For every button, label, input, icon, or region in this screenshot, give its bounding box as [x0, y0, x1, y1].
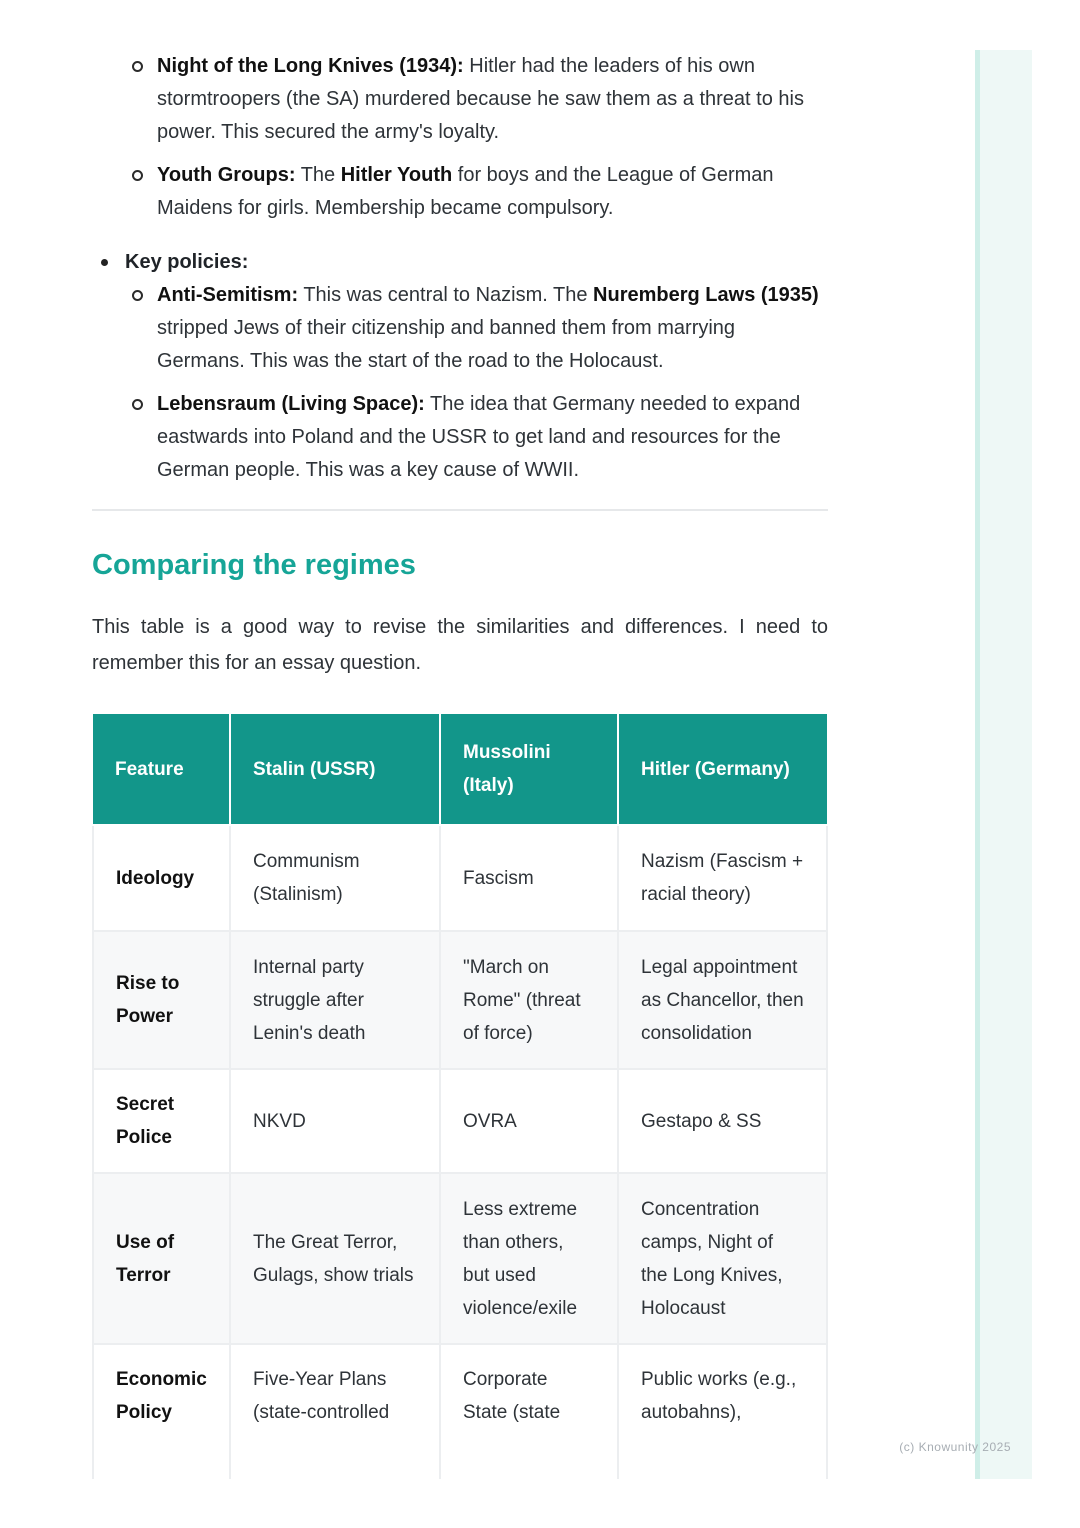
table-cell: Internal party struggle after Lenin's death: [230, 931, 440, 1069]
term: Lebensraum (Living Space):: [157, 393, 425, 415]
header-feature: Feature: [93, 714, 230, 825]
side-margin-bar: [975, 50, 1032, 1479]
term-inline: Nuremberg Laws (1935): [593, 284, 819, 306]
header-mussolini: Mussolini (Italy): [440, 714, 618, 825]
section-intro: This table is a good way to revise the similarities and differences. I need to remember this for an essay question.: [92, 616, 828, 674]
feature-cell: Secret Police: [93, 1069, 230, 1173]
feature-cell: Use of Terror: [93, 1173, 230, 1344]
table-cell: Concentration camps, Night of the Long Knives, Holocaust: [618, 1173, 827, 1344]
header-hitler: Hitler (Germany): [618, 714, 827, 825]
table-cell: Gestapo & SS: [618, 1069, 827, 1173]
section-heading: Comparing the regimes: [92, 549, 416, 581]
table-row: [93, 1173, 827, 1344]
table-cell: Communism (Stalinism): [230, 825, 440, 931]
table-row: [93, 1344, 827, 1479]
description: stripped Jews of their citizenship and banned them from marrying Germans. This was the start of the road to the Holocaust.: [157, 317, 736, 372]
term: Night of the Long Knives (1934):: [157, 55, 464, 77]
term-inline: Hitler Youth: [340, 164, 453, 186]
description: This was central to Nazism. The: [298, 284, 594, 306]
description: The idea that Germany needed to expand eastwards into Poland and the USSR to get land and resources for the German people. This was a key cause of WWII.: [157, 393, 801, 481]
table-cell: Legal appointment as Chancellor, then consolidation: [618, 931, 827, 1069]
table-row: [93, 825, 827, 931]
feature-cell: Ideology: [93, 825, 230, 931]
table-cell: Fascism: [440, 825, 618, 931]
header-stalin: Stalin (USSR): [230, 714, 440, 825]
term: Anti-Semitism:: [157, 284, 299, 306]
table-cell: The Great Terror, Gulags, show trials: [230, 1173, 440, 1344]
term: Youth Groups:: [157, 164, 296, 186]
feature-cell: Rise to Power: [93, 931, 230, 1069]
table-cell: Nazism (Fascism + racial theory): [618, 825, 827, 931]
table-cell: Less extreme than others, but used violence/exile: [440, 1173, 618, 1344]
description: The: [295, 164, 341, 186]
copyright-footer: (c) Knowunity 2025: [899, 1440, 1011, 1454]
table-cell: NKVD: [230, 1069, 440, 1173]
table-header-row: [93, 714, 827, 825]
description: for boys and the League of German Maidens for girls. Membership became compulsory.: [157, 164, 774, 219]
table-cell: Five-Year Plans (state-controlled: [230, 1344, 440, 1479]
comparison-table: [92, 714, 828, 1479]
description: Hitler had the leaders of his own stormtroopers (the SA) murdered because he saw them as a threat to his power. This secured the army's loyalty.: [157, 55, 804, 143]
table-cell: "March on Rome" (threat of force): [440, 931, 618, 1069]
feature-cell: Economic Policy: [93, 1344, 230, 1479]
key-policies-label: Key policies:: [125, 251, 249, 273]
table-cell: Corporate State (state: [440, 1344, 618, 1479]
table-cell: OVRA: [440, 1069, 618, 1173]
table-row: [93, 1069, 827, 1173]
table-cell: Public works (e.g., autobahns),: [618, 1344, 827, 1479]
table-row: [93, 931, 827, 1069]
